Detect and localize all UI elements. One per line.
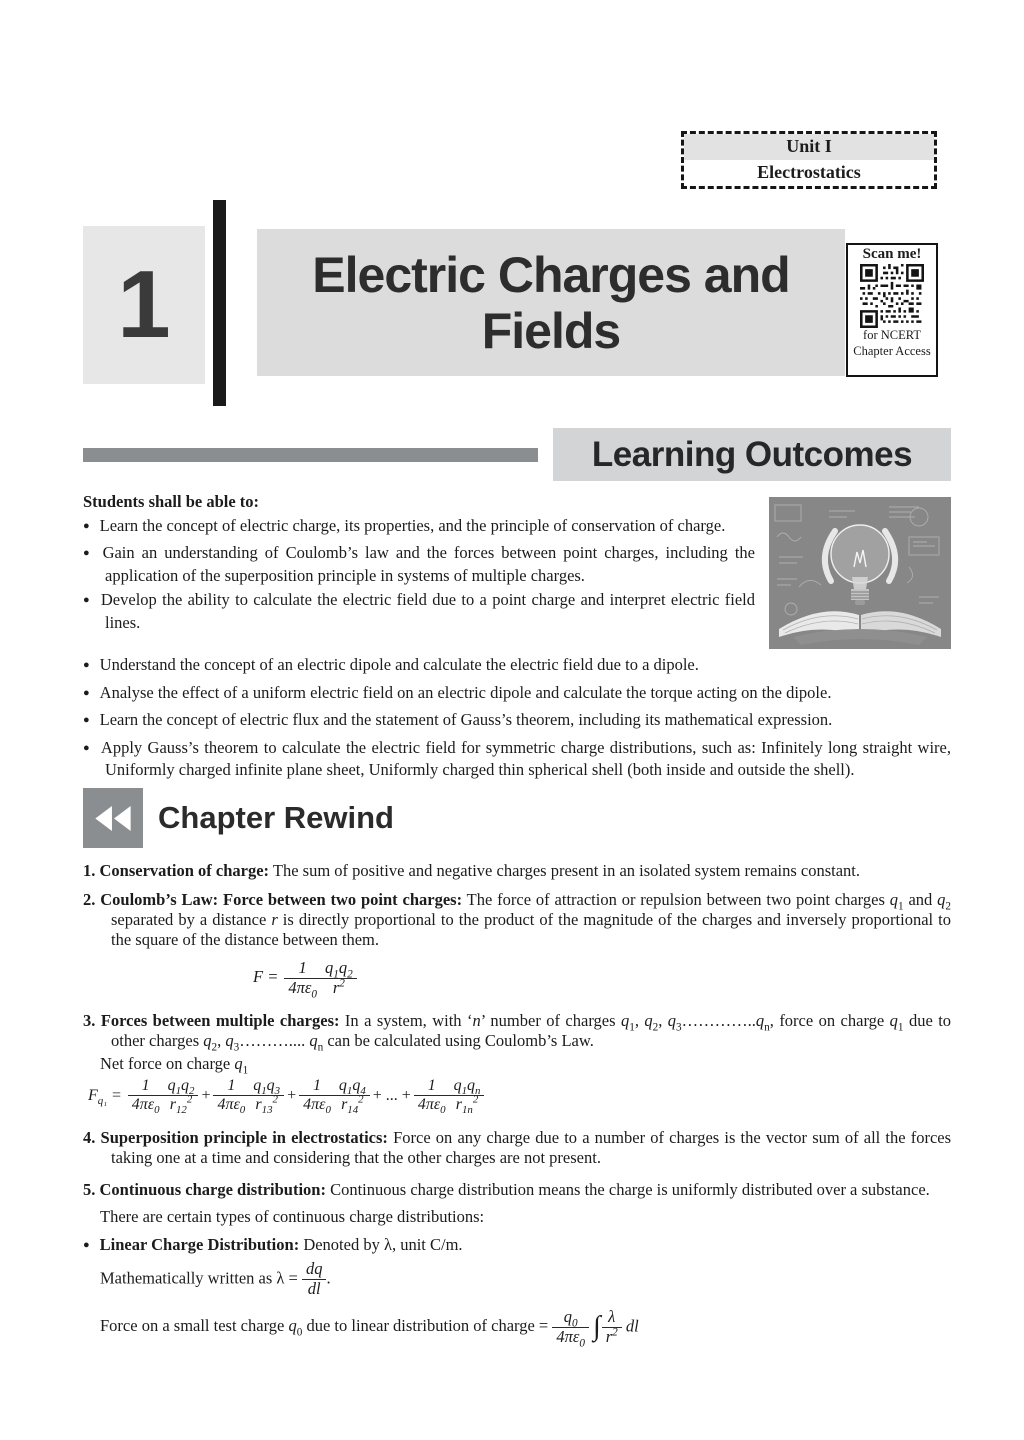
fraction (249, 1077, 284, 1115)
bullet-icon: ● (83, 1238, 90, 1251)
outcome-bullet-6 (83, 710, 951, 733)
fraction-denominator: $4\pi\varepsilon_0$ (217, 1096, 246, 1117)
fraction-numerator: 1 (299, 1077, 335, 1096)
item-label: Forces between multiple charges: (100, 1010, 340, 1030)
chapter-rewind-header (83, 788, 394, 848)
fraction-denominator: $4\pi\varepsilon_0$ (131, 1096, 160, 1117)
fraction-denominator: $4\pi\varepsilon_0$ (288, 977, 317, 1001)
fraction-denominator: $4\pi\varepsilon_0$ (556, 1326, 586, 1349)
fraction (213, 1077, 249, 1115)
linear-text: Denoted by λ, unit C/m. (303, 1234, 463, 1254)
linear-force-prefix: Force on a small test charge $q_0$ due to linear distribution of charge = (100, 1315, 549, 1339)
fraction (335, 1077, 370, 1115)
unit-label: Unit I (684, 134, 934, 160)
fraction-numerator: $q_1q_2$ (321, 959, 357, 979)
lambda-definition-line (100, 1260, 951, 1299)
outcome-text: Learn the concept of electric flux and the statement of Gauss’s theorem, including its mathematical expression. (99, 710, 833, 729)
plus-operator: + (287, 1086, 297, 1104)
rewind-item-3 (83, 1010, 952, 1054)
bulb-book-chalkboard-photo (769, 497, 951, 649)
item-text: Continuous charge distribution means the charge is uniformly distributed over a substance. (330, 1179, 930, 1199)
distribution-types-line: There are certain types of continuous charge distributions: (100, 1206, 485, 1226)
chapter-title: Electric Charges and Fields (312, 246, 790, 359)
item-number: 1. (83, 861, 96, 880)
qr-scan-label: Scan me! (862, 246, 922, 262)
net-force-formula (88, 1077, 951, 1115)
item-label: Superposition principle in electrostatics: (100, 1127, 388, 1147)
learning-outcomes-section (83, 492, 951, 785)
fraction (299, 1077, 335, 1115)
outcomes-full-width-group (83, 655, 951, 780)
fraction-numerator: $q_1q_n$ (450, 1077, 485, 1096)
fraction-numerator: dq (302, 1260, 327, 1280)
fraction-numerator: 1 (284, 959, 321, 979)
item-number: 5. (83, 1179, 96, 1199)
outcome-text: Apply Gauss’s theorem to calculate the electric field for symmetric charge distributions, such as: Infinitely long straight wire, Uniformly charged infinite plane sheet, Uniformly charged thin spherical shell (both inside and outside the shell). (100, 737, 952, 779)
fraction (414, 1077, 450, 1115)
bullet-icon: ● (83, 659, 90, 671)
qr-code-icon (860, 264, 924, 328)
fraction-denominator: $r_{13}^2$ (255, 1094, 278, 1117)
fraction-numerator: λ (602, 1308, 622, 1328)
fraction (284, 958, 321, 1001)
chapter-divider-bar (213, 200, 226, 406)
qr-panel (846, 243, 938, 377)
fraction-numerator: $q_0$ (552, 1308, 589, 1328)
chapter-number-box (83, 226, 205, 384)
learning-outcomes-rule (83, 448, 538, 462)
chapter-number: 1 (117, 251, 171, 358)
fraction-denominator: $4\pi\varepsilon_0$ (417, 1096, 446, 1117)
item-text: Force on any charge due to a number of charges is the vector sum of all the forces taking one at a time and considering that the other charges are not present. (111, 1127, 952, 1167)
bullet-icon: ● (83, 714, 90, 726)
fraction-denominator: $r_{14}^2$ (341, 1094, 364, 1117)
linear-distribution-bullet (83, 1235, 951, 1257)
ellipsis-plus-operator: + ... + (372, 1086, 411, 1104)
chapter-rewind-list (83, 861, 951, 1356)
unit-box (681, 131, 937, 189)
bullet-icon: ● (83, 547, 93, 559)
fraction (164, 1077, 199, 1115)
item-number: 4. (83, 1127, 96, 1147)
bullet-icon: ● (83, 686, 90, 699)
coulomb-formula (253, 958, 951, 1001)
qr-caption-line1: for NCERT (863, 328, 921, 343)
bullet-icon: ● (83, 594, 91, 606)
learning-outcomes-header-box (553, 428, 951, 481)
outcome-bullet-4 (83, 655, 951, 678)
outcomes-intro: Students shall be able to: (83, 492, 260, 511)
chapter-title-box (257, 229, 845, 376)
fraction-denominator: $4\pi\varepsilon_0$ (303, 1096, 331, 1117)
lambda-prefix: Mathematically written as λ = (100, 1267, 298, 1287)
rewind-item-2 (83, 890, 951, 950)
outcome-text: Gain an understanding of Coulomb’s law and the forces between point charges, including the application of the superposition principle in systems of multiple charges. (102, 543, 755, 585)
fraction (602, 1308, 622, 1347)
fraction-denominator: dl (307, 1278, 321, 1298)
outcome-bullet-5 (83, 683, 951, 706)
fraction-numerator: $q_1q_3$ (249, 1077, 284, 1096)
item-label: Conservation of charge: (99, 861, 270, 880)
item-text: In a system, with ‘n’ number of charges $q_1$, $q_2$, $q_3\dots\dots\dots\dots..q_n$, force on charge $q_1$ due to other charges $q_2$, $q_3\dots\dots\dots$.... $q_n$ can be calculated using Coulomb’s Law. (111, 1010, 952, 1054)
formula-lhs: $F_{q_1}$ = (88, 1086, 122, 1107)
fraction (302, 1260, 327, 1299)
item-number: 3. (83, 1010, 96, 1030)
fraction-numerator: 1 (414, 1077, 450, 1096)
outcome-text: Develop the ability to calculate the electric field due to a point charge and interpret electric field lines. (100, 590, 755, 632)
integral-symbol: ∫ (593, 1310, 601, 1342)
rewind-item-5 (83, 1180, 951, 1200)
bullet-icon: ● (83, 519, 90, 532)
fraction (321, 959, 357, 998)
fraction-denominator: $r^2$ (605, 1326, 618, 1346)
outcome-text: Learn the concept of electric charge, its properties, and the principle of conservation of charge. (99, 515, 726, 535)
linear-label: Linear Charge Distribution: (99, 1234, 300, 1254)
rewind-item-1 (83, 861, 951, 881)
linear-force-line (100, 1308, 951, 1347)
integral-differential: dl (625, 1315, 639, 1335)
item-text: The sum of positive and negative charges present in an isolated system remains constant. (272, 861, 861, 880)
learning-outcomes-title: Learning Outcomes (591, 434, 913, 474)
fraction-denominator: $r_{12}^2$ (169, 1094, 193, 1117)
outcome-text: Analyse the effect of a uniform electric field on an electric dipole and calculate the torque acting on the dipole. (99, 682, 832, 702)
outcome-bullet-7 (83, 738, 951, 780)
net-force-label: Net force on charge $q_1$ (100, 1053, 249, 1077)
item-label: Continuous charge distribution: (99, 1179, 326, 1199)
unit-subject: Electrostatics (684, 160, 934, 186)
bullet-icon: ● (83, 741, 91, 754)
fraction-numerator: 1 (213, 1077, 249, 1096)
rewind-item-4 (83, 1128, 951, 1168)
fraction (128, 1077, 164, 1115)
item-number: 2. (83, 890, 96, 909)
fraction-numerator: $q_1q_4$ (335, 1077, 370, 1096)
fraction-denominator: $r_{1n}^2$ (455, 1094, 479, 1117)
fraction (450, 1077, 485, 1115)
qr-caption-line2: Chapter Access (853, 343, 931, 358)
rewind-icon (83, 788, 143, 848)
fraction-denominator: $r^2$ (332, 977, 345, 997)
item-text: The force of attraction or repulsion between two point charges $q_1$ and $q_2$ separated by a distance r is directly proportional to the product of the magnitude of the charges and inversely proportional to the square of the distance between them. (111, 890, 951, 949)
outcome-text: Understand the concept of an electric dipole and calculate the electric field due to a dipole. (99, 655, 699, 674)
lambda-suffix: . (326, 1267, 331, 1287)
fraction (552, 1308, 589, 1347)
chapter-rewind-title: Chapter Rewind (158, 800, 394, 835)
fraction-numerator: $q_1q_2$ (164, 1077, 199, 1096)
formula-lhs: F = (253, 967, 279, 987)
plus-operator: + (201, 1086, 211, 1104)
item-label: Coulomb’s Law: Force between two point charges: (100, 890, 463, 909)
fraction-numerator: 1 (128, 1077, 164, 1096)
